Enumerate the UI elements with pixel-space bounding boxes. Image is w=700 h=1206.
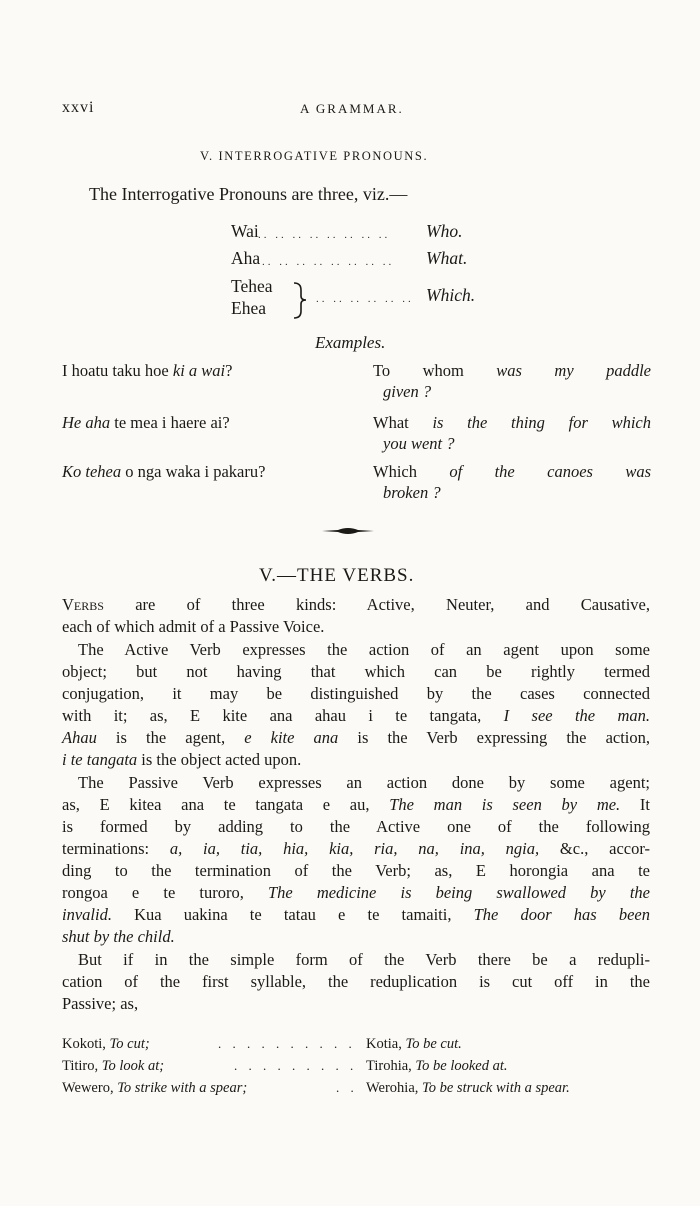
table-row: Titiro, To look at; bbox=[62, 1058, 165, 1074]
table-row-passive: Kotia, To be cut. bbox=[366, 1036, 462, 1052]
body-line: But if in the simple form of the Verb there be a redupli- bbox=[78, 950, 650, 969]
body-line: The Passive Verb expresses an action done by some agent; bbox=[78, 773, 650, 792]
pronoun-english: What. bbox=[426, 248, 468, 268]
pronoun-row bbox=[231, 248, 260, 269]
example-english: Which of the canoes was bbox=[373, 462, 651, 481]
example-maori: He aha te mea i haere ai? bbox=[62, 413, 230, 432]
examples-heading: Examples. bbox=[315, 333, 386, 352]
body-line: i te tangata is the object acted upon. bbox=[62, 750, 302, 769]
leader-dots: .. .. .. .. .. .. bbox=[316, 293, 414, 305]
page-number: xxvi bbox=[62, 99, 95, 116]
leader-dots: .. .. .. .. .. .. .. .. bbox=[262, 256, 395, 268]
body-line: object; but not having that which can be rightly termed bbox=[62, 662, 650, 681]
pronoun-maori: Ehea bbox=[231, 298, 266, 318]
leader-dots: . . bbox=[336, 1080, 358, 1095]
example-english: What is the thing for which bbox=[373, 413, 651, 432]
body-line: each of which admit of a Passive Voice. bbox=[62, 617, 325, 636]
body-line: conjugation, it may be distinguished by the cases connected bbox=[62, 684, 650, 703]
example-maori: I hoatu taku hoe ki a wai? bbox=[62, 361, 233, 380]
example-english-cont: you went ? bbox=[383, 434, 455, 453]
brace-icon bbox=[292, 280, 314, 320]
body-line: Verbs are of three kinds: Active, Neuter, and Causative, bbox=[62, 595, 650, 614]
leader-dots: . . . . . . . . . . bbox=[218, 1036, 356, 1051]
ornament-divider-icon bbox=[322, 526, 374, 536]
example-english: To whom was my paddle bbox=[373, 361, 651, 380]
body-line: cation of the first syllable, the reduplication is cut off in the bbox=[62, 972, 650, 991]
example-maori: Ko tehea o nga waka i pakaru? bbox=[62, 462, 266, 481]
body-line: with it; as, E kite ana ahau i te tangata, I see the man. bbox=[62, 706, 651, 725]
pronoun-maori: Wai bbox=[231, 221, 259, 241]
leader-dots: .. .. .. .. .. .. .. .. bbox=[258, 229, 391, 241]
section-heading-interrogative: V. INTERROGATIVE PRONOUNS. bbox=[200, 149, 429, 163]
body-line: as, E kitea ana te tangata e au, The man is seen by me. It bbox=[62, 795, 650, 814]
body-line: terminations: a, ia, tia, hia, kia, ria, na, ina, ngia, &c., accor- bbox=[62, 839, 651, 858]
pronoun-maori: Aha bbox=[231, 248, 261, 268]
pronoun-maori: Tehea bbox=[231, 276, 273, 296]
body-line: is formed by adding to the Active one of the following bbox=[62, 817, 650, 836]
pronoun-english: Who. bbox=[426, 221, 463, 241]
pronoun-english: Which. bbox=[426, 285, 476, 305]
table-row-passive: Tirohia, To be looked at. bbox=[366, 1058, 508, 1074]
example-english-cont: broken ? bbox=[383, 483, 441, 502]
intro-line: The Interrogative Pronouns are three, viz.— bbox=[89, 184, 408, 204]
table-row: Wewero, To strike with a spear; bbox=[62, 1080, 248, 1096]
body-line: ding to the termination of the Verb; as, E horongia ana te bbox=[62, 861, 650, 880]
example-english-cont: given ? bbox=[383, 382, 432, 401]
pronoun-row bbox=[231, 221, 259, 242]
body-line: Ahau is the agent, e kite ana is the Verb expressing the action, bbox=[62, 728, 651, 747]
table-row: Kokoti, To cut; bbox=[62, 1036, 150, 1052]
body-line: The Active Verb expresses the action of an agent upon some bbox=[78, 640, 650, 659]
leader-dots: . . . . . . . . . bbox=[234, 1058, 358, 1073]
table-row-passive: Werohia, To be struck with a spear. bbox=[366, 1080, 570, 1096]
running-title: A GRAMMAR. bbox=[300, 101, 404, 116]
body-line: shut by the child. bbox=[62, 927, 175, 946]
section-heading-verbs: V.—THE VERBS. bbox=[259, 565, 415, 586]
body-line: invalid. Kua uakina te tatau e te tamaiti, The door has been bbox=[62, 905, 650, 924]
body-line: Passive; as, bbox=[62, 994, 139, 1013]
body-line: rongoa e te turoro, The medicine is being swallowed by the bbox=[62, 883, 651, 902]
